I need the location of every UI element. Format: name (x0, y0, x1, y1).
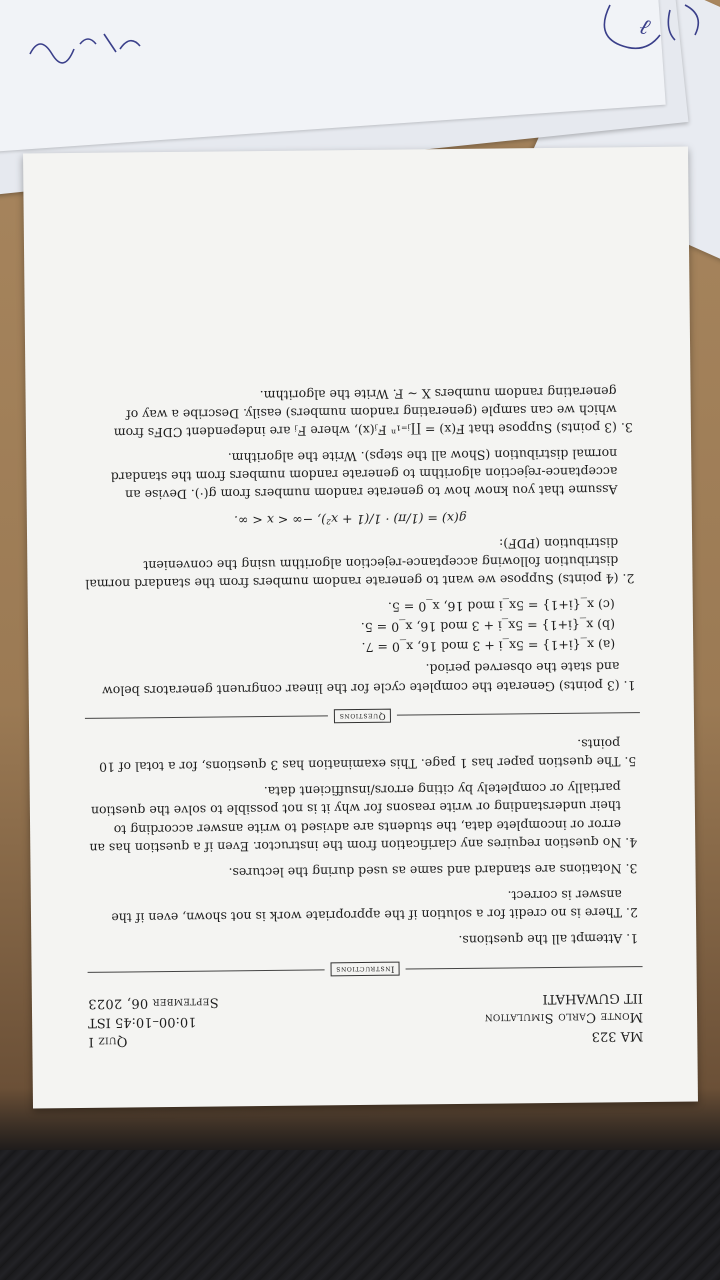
quiz-date: September 06, 2023 (87, 994, 219, 1012)
questions-label: Questions (334, 708, 391, 723)
quiz-time: 10:00–10:45 IST (88, 1013, 197, 1031)
handwriting-scribble (20, 14, 150, 74)
quiz-title: Quiz I (88, 1033, 128, 1049)
question-2-text-2: Assume that you know how to generate random numbers from g(·). Devise an acceptance-rejection algorithm to generate random numbers from the standard normal distribution (Show all the steps). Write the algorithm. (110, 446, 618, 503)
question-1-text: (3 points) Generate the complete cycle for the linear congruent generators below and state the observed period. (101, 659, 620, 699)
question-3-text: (3 points) Suppose that F(x) = ∏ⱼ₌₁ⁿ Fⱼ(x), where Fⱼ are independent CDFs from which we can sample (generating random numbers) easily. Describe a way of generating random numbers X ∼ F. Write the algorithm. (113, 384, 618, 441)
handwritten-note: ℓ (635, 14, 653, 41)
instructions-label: Instructions (331, 962, 400, 977)
exam-header (88, 988, 644, 1050)
question-2-text: (4 points) Suppose we want to generate random numbers from the standard normal distribution following acceptance-rejection algorithm using the convenient distribution (PDF): (85, 535, 619, 592)
question-3 (81, 382, 617, 442)
instruction-item: 4. No question requires any clarification from the instructor. Even if a question has an error or incomplete data, the students are advised to write answer according to their understanding or write reasons for why it is not possible to solve the question partially or completely by citing errors/insufficient data. (86, 778, 622, 856)
question-1 (84, 595, 620, 699)
instruction-item: 5. The question paper has 1 page. This examination has 3 questions, for a total of 10 points. (85, 734, 620, 776)
questions-list (81, 382, 639, 700)
question-part: (a) x_{i+1} = 5x_i + 3 mod 16, x_0 = 7. (361, 637, 616, 656)
question-part: (b) x_{i+1} = 5x_i + 3 mod 16, x_0 = 5. (360, 617, 616, 636)
instructions-list (85, 734, 642, 953)
course-title: Monte Carlo Simulation (484, 1009, 644, 1026)
instruction-item: 2. There is no credit for a solution if the appropriate work is not shown, even if the answer is correct. (87, 885, 622, 927)
course-code: MA 323 (591, 1028, 644, 1044)
question-2-equation: g(x) = (1/π) · 1/(1 + x²), −∞ < x < ∞. (233, 510, 467, 528)
question-2 (82, 444, 618, 592)
question-part: (c) x_{i+1} = 5x_i mod 16, x_0 = 5. (387, 597, 615, 615)
floor (0, 1150, 720, 1280)
instruction-item: 3. Notations are standard and same as used during the lectures. (86, 859, 621, 883)
instruction-item: 1. Attempt all the questions. (87, 929, 622, 953)
instructions-divider (88, 959, 643, 979)
questions-divider (85, 706, 640, 726)
question-1-parts (84, 595, 616, 659)
exam-content (23, 147, 698, 1109)
handwriting-scribble (590, 0, 720, 70)
institute: IIT GUWAHATI (542, 990, 643, 1007)
exam-paper (23, 147, 698, 1109)
